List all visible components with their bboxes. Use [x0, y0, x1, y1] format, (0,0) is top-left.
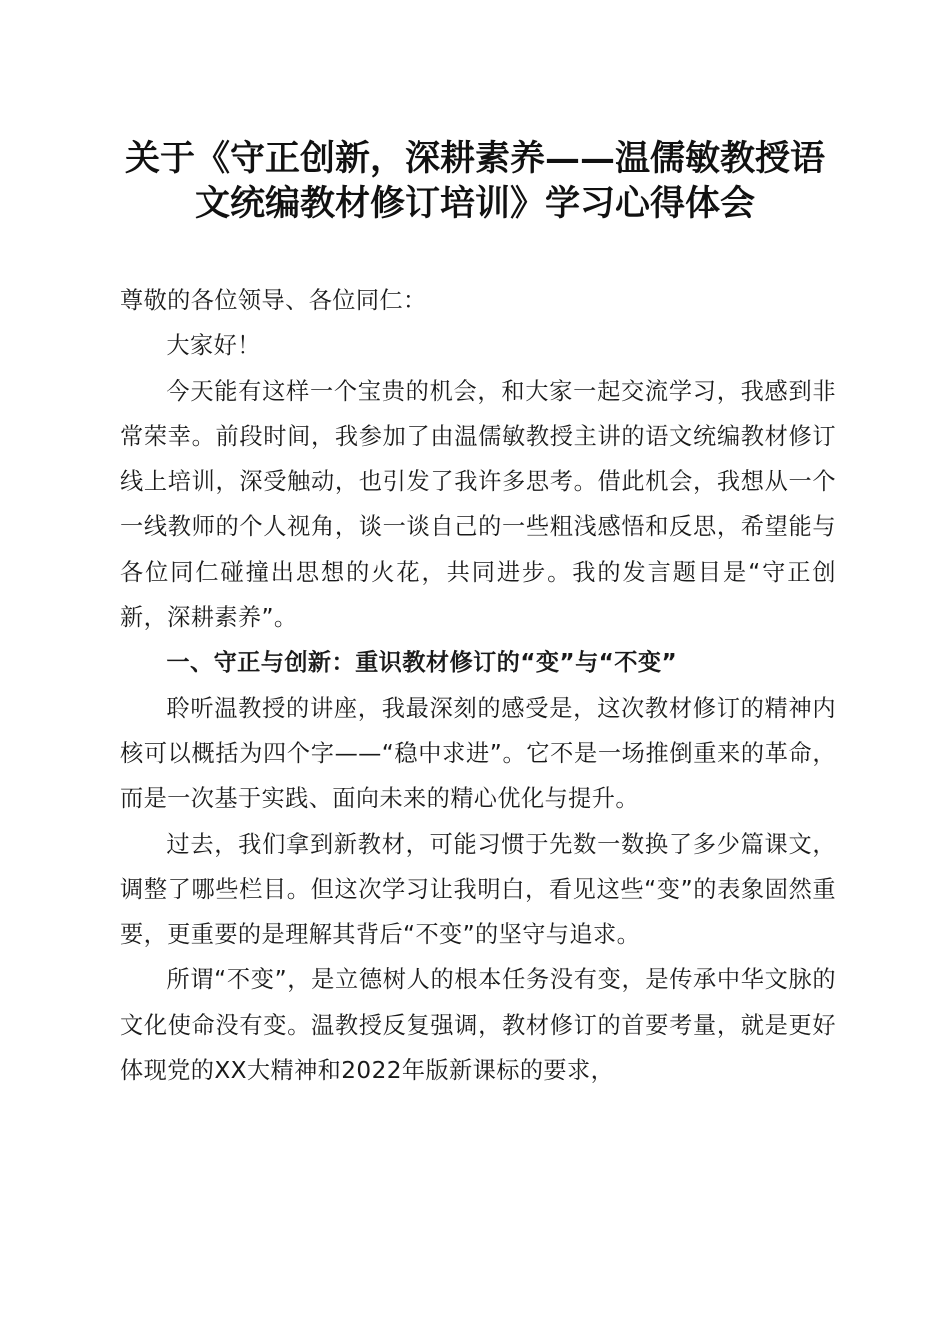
title-line-1: 关于《守正创新，深耕素养——温儒敏教授语: [124, 138, 825, 179]
paragraph-section1-1: 聆听温教授的讲座，我最深刻的感受是，这次教材修订的精神内核可以概括为四个字——“稳中求进”。它不是一场推倒重来的革命，而是一次基于实践、面向未来的精心优化与提升。: [120, 694, 836, 813]
document-title: [100, 136, 850, 226]
salutation: 尊敬的各位领导、各位同仁：: [120, 287, 427, 314]
greeting: 大家好！: [166, 332, 261, 360]
paragraph-intro: 今天能有这样一个宝贵的机会，和大家一起交流学习，我感到非常荣幸。前段时间，我参加了由温儒敏教授主讲的语文统编教材修订线上培训，深受触动，也引发了我许多思考。借此机会，我想从一个一线教师的个人视角，谈一谈自己的一些粗浅感悟和反思，希望能与各位同仁碰撞出思想的火花，共同进步。我的发言题目是“守正创新，深耕素养”。: [120, 377, 836, 632]
paragraph-section1-3: 所谓“不变”，是立德树人的根本任务没有变，是传承中华文脉的文化使命没有变。温教授反复强调，教材修订的首要考量，就是更好体现党的XX大精神和2022年版新课标的要求，: [120, 966, 836, 1085]
title-line-2: 文统编教材修订培训》学习心得体会: [194, 183, 755, 224]
document-body: [120, 278, 836, 1093]
paragraph-section1-2: 过去，我们拿到新教材，可能习惯于先数一数换了多少篇课文，调整了哪些栏目。但这次学习让我明白，看见这些“变”的表象固然重要，更重要的是理解其背后“不变”的坚守与追求。: [120, 830, 836, 949]
section-heading-1: 一、守正与创新：重识教材修订的“变”与“不变”: [166, 649, 678, 677]
